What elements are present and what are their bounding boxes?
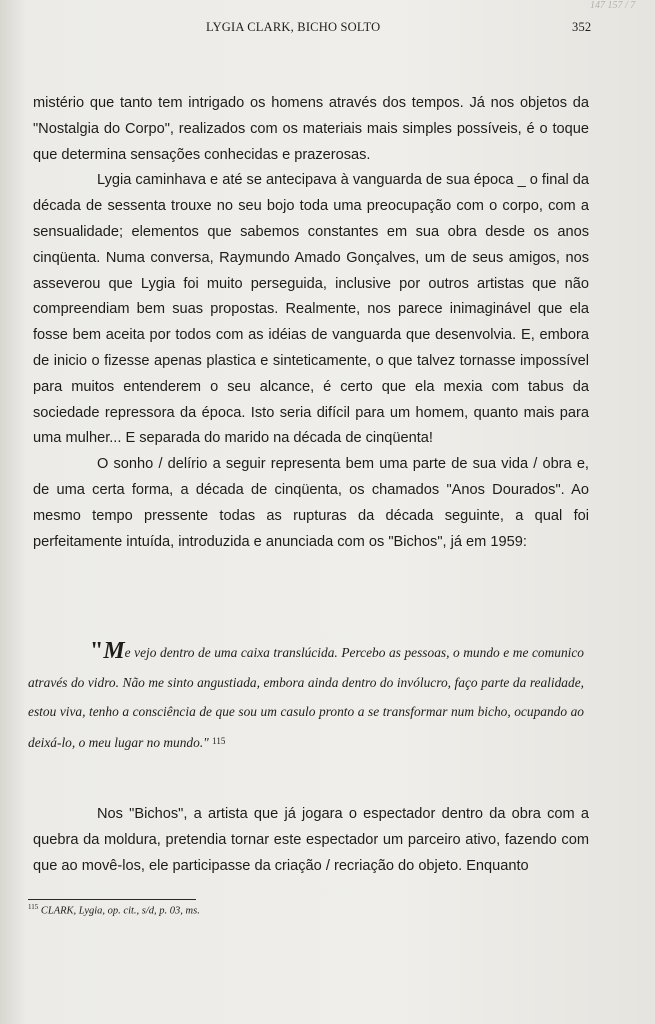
body-text (33, 91, 589, 555)
running-title: LYGIA CLARK, BICHO SOLTO (206, 20, 381, 34)
paragraph-1: mistério que tanto tem intrigado os homens através dos tempos. Já nos objetos da "Nostalgia do Corpo", realizados com os materiais mais simples possíveis, é o toque que determina sensações conhecidas e prazerosas. (33, 95, 589, 163)
footnote (28, 903, 200, 917)
footnote-number: 115 (28, 903, 39, 911)
quote-initial: M (103, 638, 125, 664)
pencil-annotation: 147 157 / 7 (590, 0, 636, 11)
block-quote (28, 637, 584, 757)
quote-text: e vejo dentro de uma caixa translúcida. Percebo as pessoas, o mundo e me comunico através do vidro. Não me sinto angustiada, embora ainda dentro do invólucro, faço parte da realidade, estou viva, tenho a consciência de que sou um casulo pronto a se transformar num bicho, ocupando ao deixá-lo, o meu lugar no mundo." (28, 645, 584, 750)
running-header (0, 20, 655, 40)
quote-open-mark: " (90, 638, 104, 664)
footnote-divider (28, 899, 196, 900)
body-text-closing (33, 802, 589, 879)
page-number: 352 (572, 20, 592, 34)
footnote-ref: 115 (212, 735, 226, 746)
paragraph-3: O sonho / delírio a seguir representa bem uma parte de sua vida / obra e, de uma certa forma, a década de cinqüenta, os chamados "Anos Dourados". Ao mesmo tempo pressente todas as rupturas da década seguinte, a qual foi perfeitamente intuída, introduzida e anunciada com os "Bichos", já em 1959: (33, 456, 589, 550)
footnote-text: CLARK, Lygia, op. cit., s/d, p. 03, ms. (40, 905, 200, 917)
paragraph-2: Lygia caminhava e até se antecipava à vanguarda de sua época _ o final da década de sessenta trouxe no seu bojo toda uma preocupação com o corpo, com a sensualidade; elementos que sabemos constantes em sua obra desde os anos cinqüenta. Numa conversa, Raymundo Amado Gonçalves, um de seus amigos, nos asseverou que Lygia foi muito perseguida, inclusive por outros artistas que não compreendiam bem suas propostas. Realmente, nos parece inimaginável que ela fosse bem aceita por todos com as idéias de vanguarda que desenvolvia. E, embora de inicio o fizesse apenas plastica e sinteticamente, o que talvez tornasse impossível para muitos entenderem o seu alcance, é certo que ela mexia com tabus da sociedade repressora da época. Isto seria difícil para um homem, quanto mais para uma mulher... E separada do marido na década de cinqüenta! (33, 172, 589, 447)
paragraph-4: Nos "Bichos", a artista que já jogara o espectador dentro da obra com a quebra da moldura, pretendia tornar este espectador um parceiro ativo, fazendo com que ao movê-los, ele participasse da criação / recriação do objeto. Enquanto (33, 806, 589, 874)
